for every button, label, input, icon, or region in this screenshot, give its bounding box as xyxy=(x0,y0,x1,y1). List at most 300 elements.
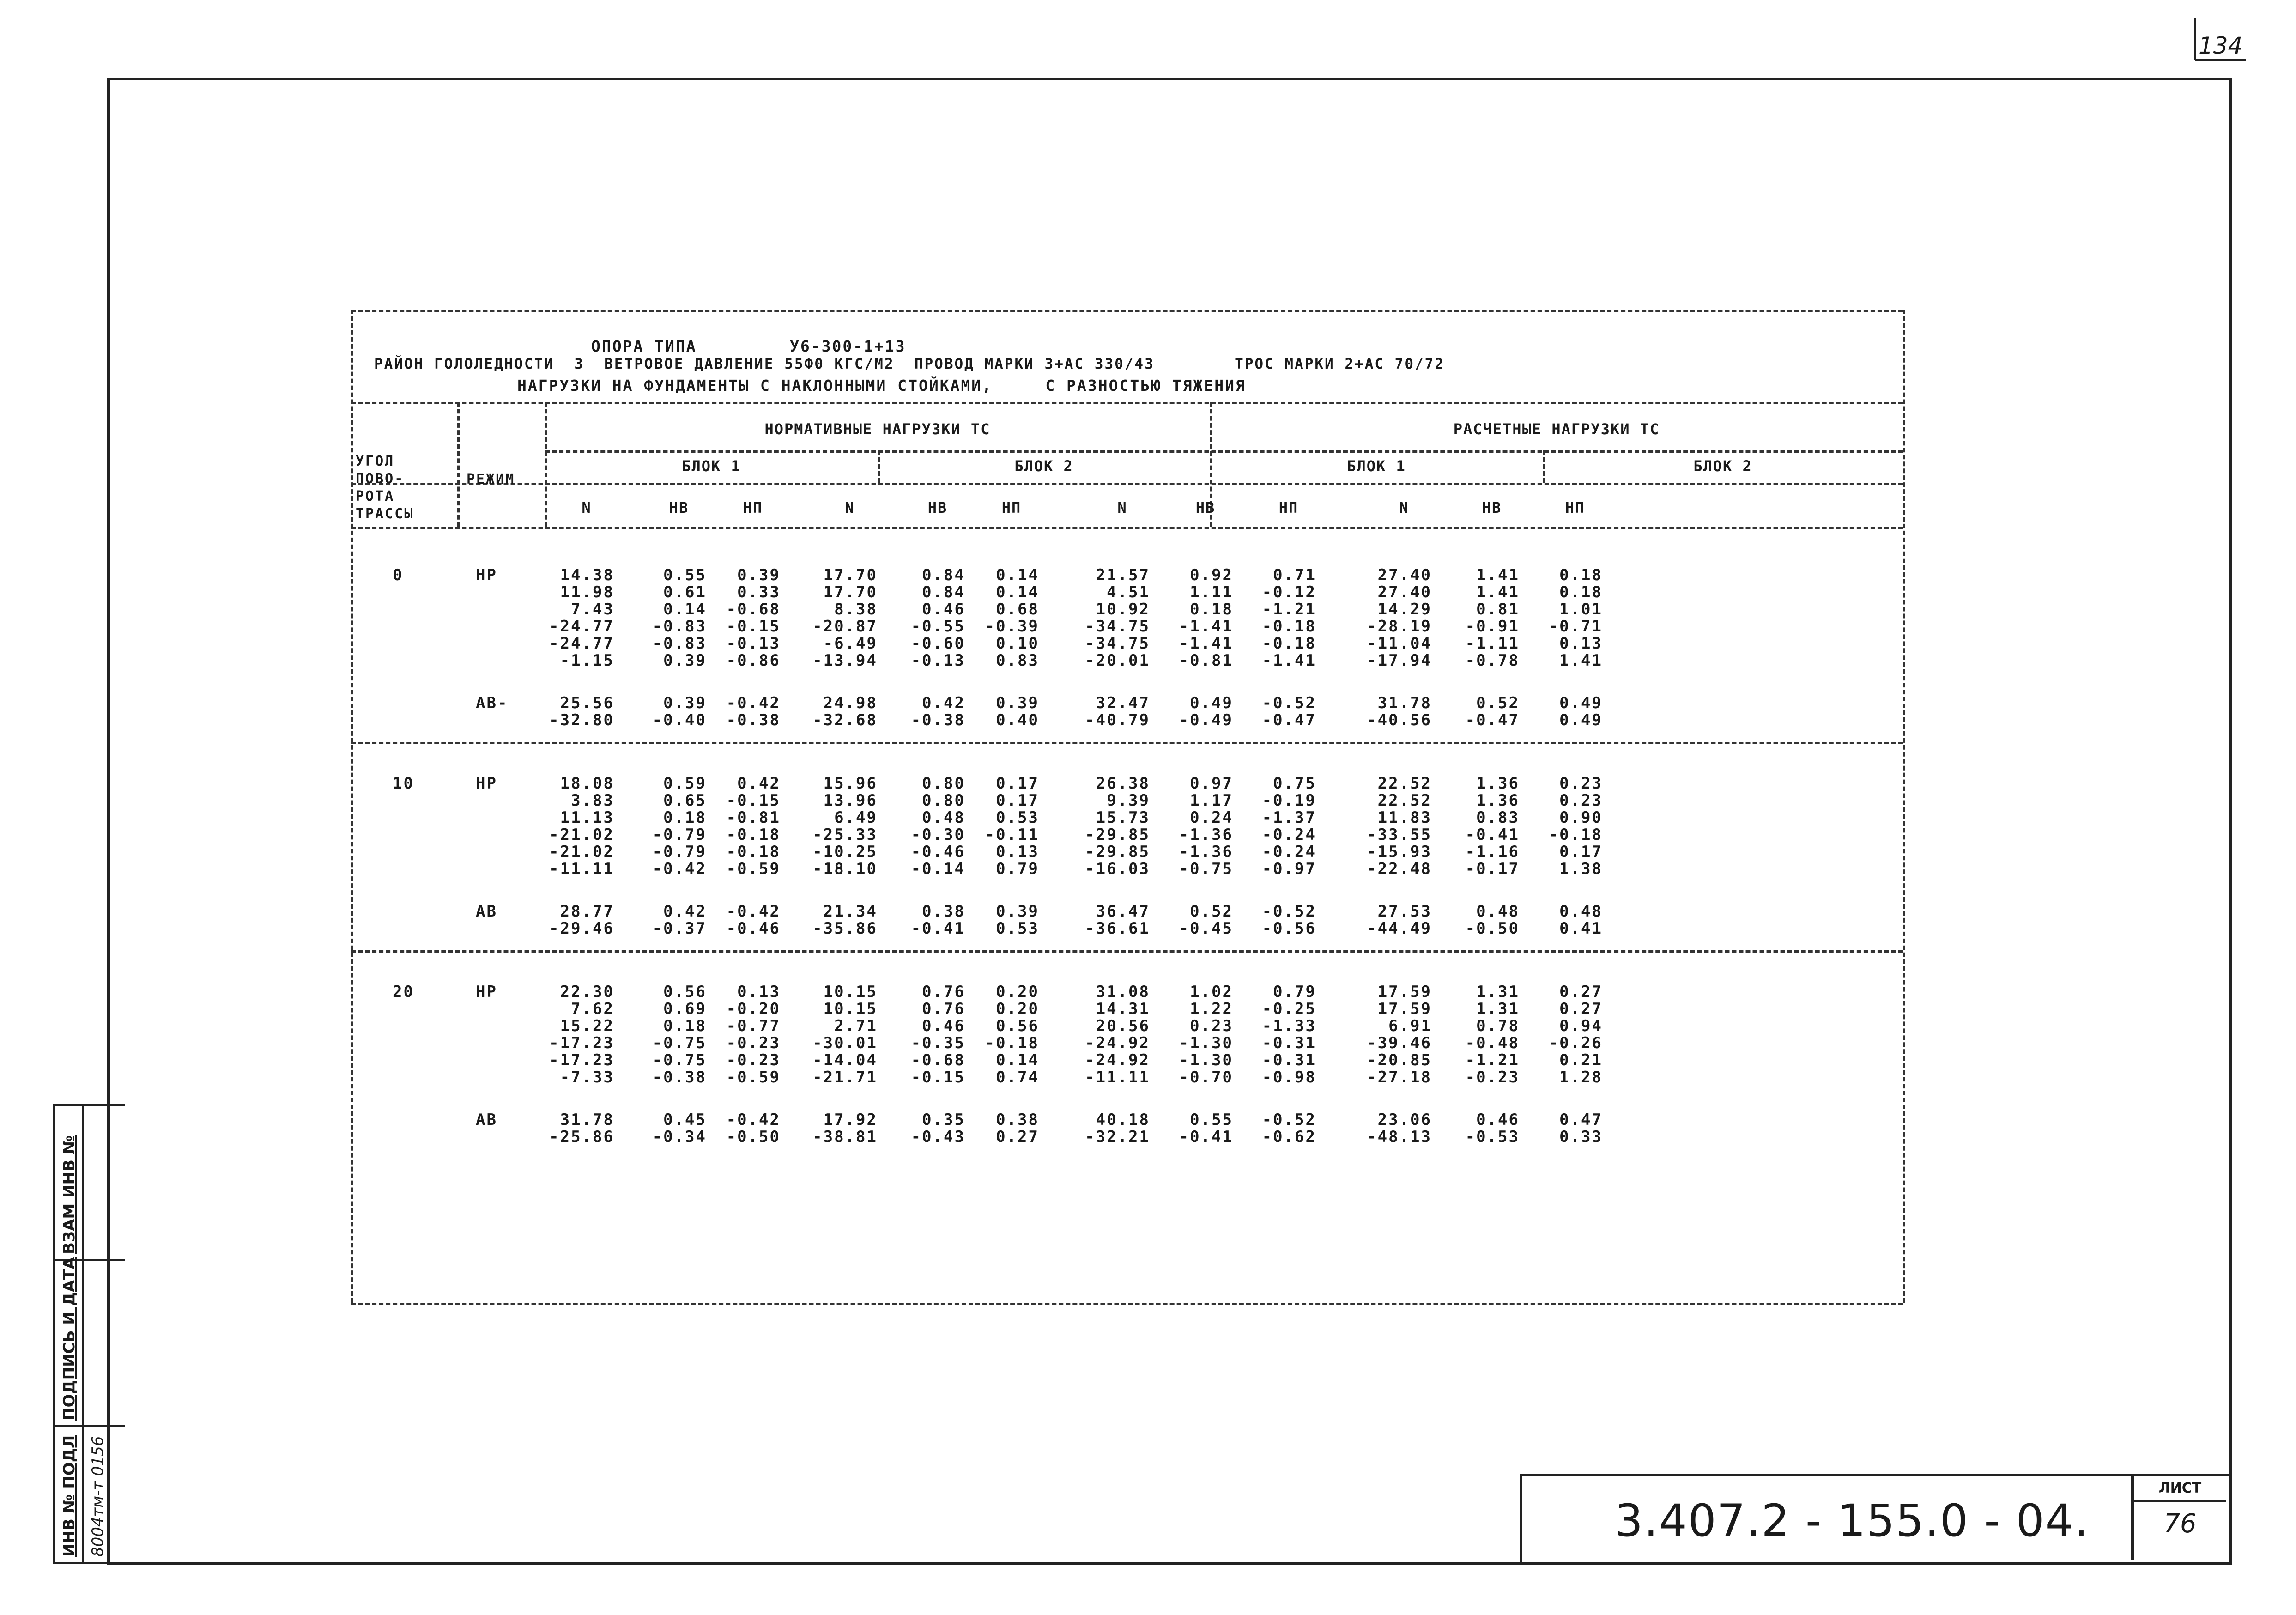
table-cell: 0.53 xyxy=(996,808,1039,827)
subheader-cell: НВ xyxy=(927,499,948,516)
table-cell: -0.83 xyxy=(652,617,707,636)
table-cell: -0.20 xyxy=(726,1000,781,1018)
table-cell: -1.21 xyxy=(1262,600,1316,619)
table-cell: -6.49 xyxy=(823,634,878,653)
table-cell: 31.78 xyxy=(1377,694,1432,712)
table-cell: -27.18 xyxy=(1367,1068,1432,1087)
table-cell: -36.61 xyxy=(1085,919,1150,938)
table-cell: 17.59 xyxy=(1377,983,1432,1001)
design-header: РАСЧЕТНЫЕ НАГРУЗКИ ТС xyxy=(1453,420,1660,438)
table-cell: 0.55 xyxy=(663,566,707,584)
table-cell: -0.59 xyxy=(726,1068,781,1087)
table-cell: 0.59 xyxy=(663,774,707,793)
table-cell: 15.96 xyxy=(823,774,878,793)
table-cell: 21.34 xyxy=(823,902,878,921)
table-cell: 1.36 xyxy=(1476,791,1520,810)
table-cell: 1.31 xyxy=(1476,983,1520,1001)
table-cell: 0.49 xyxy=(1559,711,1603,729)
table-cell: 0.76 xyxy=(922,983,965,1001)
table-cell: 27.53 xyxy=(1377,902,1432,921)
table-cell: 0.18 xyxy=(1559,583,1603,601)
angle-header-line: УГОЛ xyxy=(356,453,395,469)
table-cell: -0.42 xyxy=(726,694,781,712)
angle-value: 20 xyxy=(393,983,414,1001)
table-cell: -0.23 xyxy=(1465,1068,1520,1087)
table-cell: 0.39 xyxy=(996,902,1039,921)
table-cell: -0.75 xyxy=(652,1034,707,1052)
table-cell: 0.39 xyxy=(663,694,707,712)
table-cell: -17.23 xyxy=(549,1051,614,1069)
table-cell: -24.77 xyxy=(549,634,614,653)
mode-value: НР xyxy=(476,774,497,793)
table-cell: 1.38 xyxy=(1559,860,1603,878)
table-cell: 0.38 xyxy=(922,902,965,921)
table-cell: -0.24 xyxy=(1262,843,1316,861)
table-cell: 0.68 xyxy=(996,600,1039,619)
table-cell: -0.18 xyxy=(726,826,781,844)
table-cell: -0.52 xyxy=(1262,1111,1316,1129)
table-cell: 3.83 xyxy=(571,791,614,810)
table-cell: -0.14 xyxy=(911,860,965,878)
table-cell: 7.43 xyxy=(571,600,614,619)
table-cell: 22.52 xyxy=(1377,774,1432,793)
table-cell: 0.46 xyxy=(922,600,965,619)
table-cell: -0.23 xyxy=(726,1051,781,1069)
group-divider xyxy=(351,742,1903,744)
table-cell: -0.26 xyxy=(1548,1034,1603,1052)
table-cell: -0.11 xyxy=(985,826,1039,844)
table-cell: -0.49 xyxy=(1179,711,1233,729)
table-cell: 0.42 xyxy=(922,694,965,712)
table-cell: 10.92 xyxy=(1096,600,1150,619)
table-cell: 0.18 xyxy=(1190,600,1233,619)
table-cell: 17.70 xyxy=(823,583,878,601)
table-cell: -0.18 xyxy=(985,1034,1039,1052)
table-cell: -1.41 xyxy=(1262,651,1316,670)
table-cell: 10.15 xyxy=(823,1000,878,1018)
table-cell: 22.52 xyxy=(1377,791,1432,810)
table-cell: -0.48 xyxy=(1465,1034,1520,1052)
table-cell: 11.98 xyxy=(560,583,614,601)
sheet-label: ЛИСТ xyxy=(2134,1476,2226,1502)
mode-value: АВ xyxy=(476,1111,497,1129)
table-cell: -39.46 xyxy=(1367,1034,1432,1052)
table-cell: -0.47 xyxy=(1262,711,1316,729)
table-cell: -0.31 xyxy=(1262,1051,1316,1069)
sheet-number: 76 xyxy=(2163,1509,2197,1539)
subheader-cell: НП xyxy=(1001,499,1022,516)
corner-underline xyxy=(2195,59,2246,61)
table-cell: 0.39 xyxy=(663,651,707,670)
table-cell: -0.47 xyxy=(1465,711,1520,729)
loads-table xyxy=(351,310,1912,1326)
table-cell: 0.17 xyxy=(996,774,1039,793)
table-cell: -0.83 xyxy=(652,634,707,653)
table-cell: 1.36 xyxy=(1476,774,1520,793)
table-cell: -0.53 xyxy=(1465,1128,1520,1146)
mode-header: РЕЖИМ xyxy=(466,471,515,487)
table-cell: 0.33 xyxy=(737,583,781,601)
subheader-cell: N xyxy=(845,499,855,516)
table-cell: 0.33 xyxy=(1559,1128,1603,1146)
table-cell: 6.91 xyxy=(1388,1017,1432,1035)
table-cell: -0.79 xyxy=(652,826,707,844)
table-cell: -32.80 xyxy=(549,711,614,729)
table-cell: -0.12 xyxy=(1262,583,1316,601)
document-code: 3.407.2 - 155.0 - 04. xyxy=(1615,1495,2090,1547)
table-cell: -18.10 xyxy=(812,860,878,878)
table-cell: -11.04 xyxy=(1367,634,1432,653)
table-cell: -0.71 xyxy=(1548,617,1603,636)
table-cell: -21.71 xyxy=(812,1068,878,1087)
normative-block2-header: БЛОК 2 xyxy=(1014,457,1073,475)
table-cell: -0.50 xyxy=(1465,919,1520,938)
table-cell: 0.38 xyxy=(996,1111,1039,1129)
table-cell: -24.92 xyxy=(1085,1034,1150,1052)
table-cell: -0.23 xyxy=(726,1034,781,1052)
table-cell: -30.01 xyxy=(812,1034,878,1052)
table-cell: 31.08 xyxy=(1096,983,1150,1001)
table-cell: -0.37 xyxy=(652,919,707,938)
table-cell: 14.38 xyxy=(560,566,614,584)
table-cell: 21.57 xyxy=(1096,566,1150,584)
table-cell: 0.97 xyxy=(1190,774,1233,793)
table-cell: -0.15 xyxy=(726,791,781,810)
table-cell: 0.53 xyxy=(996,919,1039,938)
table-cell: 0.74 xyxy=(996,1068,1039,1087)
table-cell: 11.13 xyxy=(560,808,614,827)
table-cell: -0.79 xyxy=(652,843,707,861)
table-cell: 0.84 xyxy=(922,583,965,601)
table-cell: -1.41 xyxy=(1179,634,1233,653)
table-cell: 27.40 xyxy=(1377,566,1432,584)
table-cell: 0.27 xyxy=(1559,1000,1603,1018)
table-cell: 0.56 xyxy=(663,983,707,1001)
title-block xyxy=(1520,1474,2229,1562)
table-cell: -11.11 xyxy=(1085,1068,1150,1087)
table-cell: 0.81 xyxy=(1476,600,1520,619)
table-cell: 0.17 xyxy=(996,791,1039,810)
table-cell: -17.94 xyxy=(1367,651,1432,670)
table-cell: 14.29 xyxy=(1377,600,1432,619)
table-cell: -0.18 xyxy=(1262,634,1316,653)
subheader-cell: НВ xyxy=(1482,499,1502,516)
table-cell: 7.62 xyxy=(571,1000,614,1018)
table-cell: 1.28 xyxy=(1559,1068,1603,1087)
table-cell: -24.77 xyxy=(549,617,614,636)
table-cell: 0.13 xyxy=(996,843,1039,861)
table-cell: 0.71 xyxy=(1273,566,1316,584)
table-cell: 0.84 xyxy=(922,566,965,584)
table-cell: -32.21 xyxy=(1085,1128,1150,1146)
table-cell: -21.02 xyxy=(549,826,614,844)
subheader-cell: N xyxy=(1399,499,1409,516)
table-rule xyxy=(351,527,1903,529)
type-value: У6-300-1+13 xyxy=(790,337,906,355)
subheader-cell: НВ xyxy=(669,499,689,516)
table-cell: -0.77 xyxy=(726,1017,781,1035)
table-cell: 1.31 xyxy=(1476,1000,1520,1018)
table-cell: 0.92 xyxy=(1190,566,1233,584)
table-cell: -13.94 xyxy=(812,651,878,670)
table-border-top xyxy=(351,310,1903,312)
mode-value: НР xyxy=(476,566,497,584)
table-cell: 0.39 xyxy=(996,694,1039,712)
table-cell: 0.56 xyxy=(996,1017,1039,1035)
table-cell: -0.91 xyxy=(1465,617,1520,636)
table-cell: 15.22 xyxy=(560,1017,614,1035)
table-cell: -44.49 xyxy=(1367,919,1432,938)
table-cell: -0.13 xyxy=(726,634,781,653)
design-block2-header: БЛОК 2 xyxy=(1693,457,1752,475)
table-cell: 26.38 xyxy=(1096,774,1150,793)
table-cell: -0.56 xyxy=(1262,919,1316,938)
table-cell: -14.04 xyxy=(812,1051,878,1069)
table-cell: -0.18 xyxy=(1548,826,1603,844)
table-cell: 0.49 xyxy=(1190,694,1233,712)
table-cell: 1.02 xyxy=(1190,983,1233,1001)
table-cell: -0.43 xyxy=(911,1128,965,1146)
table-cell: -0.55 xyxy=(911,617,965,636)
table-cell: -0.52 xyxy=(1262,902,1316,921)
table-cell: -0.75 xyxy=(652,1051,707,1069)
table-cell: -40.56 xyxy=(1367,711,1432,729)
table-cell: 0.24 xyxy=(1190,808,1233,827)
table-cell: 17.92 xyxy=(823,1111,878,1129)
table-cell: -15.93 xyxy=(1367,843,1432,861)
table-cell: 0.27 xyxy=(1559,983,1603,1001)
table-cell: 40.18 xyxy=(1096,1111,1150,1129)
table-cell: 31.78 xyxy=(560,1111,614,1129)
table-cell: -0.98 xyxy=(1262,1068,1316,1087)
table-cell: -16.03 xyxy=(1085,860,1150,878)
stamp-cell-label: ВЗАМ ИНВ № xyxy=(60,1135,79,1254)
table-cell: 0.48 xyxy=(922,808,965,827)
mode-value: НР xyxy=(476,983,497,1001)
table-cell: -0.41 xyxy=(1465,826,1520,844)
stamp-divider xyxy=(55,1425,125,1427)
table-cell: -48.13 xyxy=(1367,1128,1432,1146)
table-cell: 0.23 xyxy=(1559,774,1603,793)
table-cell: 0.13 xyxy=(737,983,781,1001)
table-cell: -0.62 xyxy=(1262,1128,1316,1146)
table-cell: 0.13 xyxy=(1559,634,1603,653)
table-cell: -0.19 xyxy=(1262,791,1316,810)
table-cell: 23.06 xyxy=(1377,1111,1432,1129)
table-cell: -1.21 xyxy=(1465,1051,1520,1069)
table-cell: 0.27 xyxy=(996,1128,1039,1146)
table-cell: 0.83 xyxy=(996,651,1039,670)
group-divider xyxy=(351,950,1903,953)
table-cell: 20.56 xyxy=(1096,1017,1150,1035)
table-cell: 0.14 xyxy=(663,600,707,619)
table-cell: 0.52 xyxy=(1476,694,1520,712)
table-cell: 0.80 xyxy=(922,791,965,810)
table-cell: -1.15 xyxy=(560,651,614,670)
table-cell: 1.17 xyxy=(1190,791,1233,810)
table-cell: -0.42 xyxy=(726,1111,781,1129)
angle-header xyxy=(356,453,414,523)
table-cell: -0.45 xyxy=(1179,919,1233,938)
table-cell: -0.35 xyxy=(911,1034,965,1052)
table-cell: 0.48 xyxy=(1476,902,1520,921)
table-rule xyxy=(351,483,1903,485)
inventory-number: 8004тм-т 0156 xyxy=(89,1436,107,1557)
normative-header: НОРМАТИВНЫЕ НАГРУЗКИ ТС xyxy=(764,420,991,438)
table-cell: 0.94 xyxy=(1559,1017,1603,1035)
table-cell: 13.96 xyxy=(823,791,878,810)
table-cell: 22.30 xyxy=(560,983,614,1001)
angle-header-line: ТРАССЫ xyxy=(356,506,414,522)
table-cell: 0.48 xyxy=(1559,902,1603,921)
table-cell: -0.70 xyxy=(1179,1068,1233,1087)
table-cell: 1.41 xyxy=(1476,583,1520,601)
table-cell: -0.68 xyxy=(726,600,781,619)
table-cell: -0.38 xyxy=(911,711,965,729)
table-cell: 0.42 xyxy=(737,774,781,793)
table-cell: -38.81 xyxy=(812,1128,878,1146)
table-cell: 1.01 xyxy=(1559,600,1603,619)
table-cell: 25.56 xyxy=(560,694,614,712)
table-cell: -0.13 xyxy=(911,651,965,670)
table-cell: 0.10 xyxy=(996,634,1039,653)
table-cell: -1.30 xyxy=(1179,1051,1233,1069)
angle-value: 0 xyxy=(393,566,404,584)
table-cell: 32.47 xyxy=(1096,694,1150,712)
table-cell: -40.79 xyxy=(1085,711,1150,729)
table-cell: -35.86 xyxy=(812,919,878,938)
table-cell: 0.20 xyxy=(996,983,1039,1001)
table-cell: -1.33 xyxy=(1262,1017,1316,1035)
corner-page-number: 134 xyxy=(2199,32,2243,59)
table-cell: -0.60 xyxy=(911,634,965,653)
table-cell: -0.41 xyxy=(911,919,965,938)
table-cell: 8.38 xyxy=(834,600,878,619)
design-block1-header: БЛОК 1 xyxy=(1347,457,1406,475)
table-cell: 1.11 xyxy=(1190,583,1233,601)
table-cell: -0.25 xyxy=(1262,1000,1316,1018)
table-cell: 0.18 xyxy=(1559,566,1603,584)
subheader-cell: НП xyxy=(1278,499,1299,516)
table-cell: 0.20 xyxy=(996,1000,1039,1018)
table-cell: -25.86 xyxy=(549,1128,614,1146)
table-cell: -10.25 xyxy=(812,843,878,861)
table-cell: -0.15 xyxy=(911,1068,965,1087)
table-cell: 36.47 xyxy=(1096,902,1150,921)
loads-caption: НАГРУЗКИ НА ФУНДАМЕНТЫ С НАКЛОННЫМИ СТОЙКАМИ, С РАЗНОСТЬЮ ТЯЖЕНИЯ xyxy=(517,376,1246,395)
table-cell: 0.45 xyxy=(663,1111,707,1129)
table-cell: -1.37 xyxy=(1262,808,1316,827)
table-cell: -0.38 xyxy=(726,711,781,729)
table-cell: 0.47 xyxy=(1559,1111,1603,1129)
table-cell: 0.17 xyxy=(1559,843,1603,861)
mode-value: АВ- xyxy=(476,694,509,712)
table-cell: -0.15 xyxy=(726,617,781,636)
side-stamp xyxy=(53,1104,125,1564)
table-cell: -0.68 xyxy=(911,1051,965,1069)
table-cell: -1.41 xyxy=(1179,617,1233,636)
angle-header-line: ПОВО- xyxy=(356,471,405,487)
table-cell: -25.33 xyxy=(812,826,878,844)
table-cell: -34.75 xyxy=(1085,617,1150,636)
table-cell: 11.83 xyxy=(1377,808,1432,827)
table-cell: -1.16 xyxy=(1465,843,1520,861)
stamp-cell-label: ПОДПИСЬ И ДАТА xyxy=(60,1257,79,1421)
table-cell: 0.18 xyxy=(663,808,707,827)
subheader-cell: N xyxy=(582,499,592,516)
table-cell: -0.46 xyxy=(726,919,781,938)
table-cell: 9.39 xyxy=(1107,791,1150,810)
table-cell: -0.81 xyxy=(726,808,781,827)
table-cell: -1.36 xyxy=(1179,843,1233,861)
table-cell: 0.79 xyxy=(996,860,1039,878)
table-cell: 0.41 xyxy=(1559,919,1603,938)
table-cell: 0.23 xyxy=(1190,1017,1233,1035)
table-rule xyxy=(545,450,1903,453)
table-cell: 0.83 xyxy=(1476,808,1520,827)
table-cell: -29.85 xyxy=(1085,826,1150,844)
table-cell: 1.22 xyxy=(1190,1000,1233,1018)
table-cell: 10.15 xyxy=(823,983,878,1001)
table-cell: -32.68 xyxy=(812,711,878,729)
table-cell: -0.39 xyxy=(985,617,1039,636)
table-cell: 0.69 xyxy=(663,1000,707,1018)
table-cell: -24.92 xyxy=(1085,1051,1150,1069)
table-cell: 15.73 xyxy=(1096,808,1150,827)
sheet-box xyxy=(2131,1476,2226,1560)
table-cell: 0.76 xyxy=(922,1000,965,1018)
angle-header-line: РОТА xyxy=(356,488,395,504)
table-cell: -0.59 xyxy=(726,860,781,878)
table-cell: 0.90 xyxy=(1559,808,1603,827)
table-cell: -0.24 xyxy=(1262,826,1316,844)
table-cell: -0.50 xyxy=(726,1128,781,1146)
table-cell: -0.34 xyxy=(652,1128,707,1146)
table-cell: 0.18 xyxy=(663,1017,707,1035)
table-cell: 0.75 xyxy=(1273,774,1316,793)
table-cell: 0.78 xyxy=(1476,1017,1520,1035)
mode-value: АВ xyxy=(476,902,497,921)
table-cell: 6.49 xyxy=(834,808,878,827)
table-cell: 24.98 xyxy=(823,694,878,712)
table-cell: -0.75 xyxy=(1179,860,1233,878)
table-cell: 0.79 xyxy=(1273,983,1316,1001)
table-cell: 17.70 xyxy=(823,566,878,584)
table-cell: -33.55 xyxy=(1367,826,1432,844)
table-border-right xyxy=(1903,310,1905,1303)
table-cell: -11.11 xyxy=(549,860,614,878)
table-cell: -34.75 xyxy=(1085,634,1150,653)
table-cell: -29.46 xyxy=(549,919,614,938)
corner-tick xyxy=(2194,18,2196,60)
table-cell: 14.31 xyxy=(1096,1000,1150,1018)
table-cell: 18.08 xyxy=(560,774,614,793)
table-cell: 0.23 xyxy=(1559,791,1603,810)
table-cell: 0.21 xyxy=(1559,1051,1603,1069)
table-cell: -21.02 xyxy=(549,843,614,861)
table-cell: 0.49 xyxy=(1559,694,1603,712)
table-cell: 0.52 xyxy=(1190,902,1233,921)
table-cell: -17.23 xyxy=(549,1034,614,1052)
table-cell: -0.18 xyxy=(726,843,781,861)
table-cell: 0.61 xyxy=(663,583,707,601)
table-cell: -20.87 xyxy=(812,617,878,636)
table-cell: -0.38 xyxy=(652,1068,707,1087)
subheader-cell: N xyxy=(1117,499,1127,516)
normative-block1-header: БЛОК 1 xyxy=(682,457,741,475)
table-cell: -20.01 xyxy=(1085,651,1150,670)
table-cell: -0.42 xyxy=(652,860,707,878)
